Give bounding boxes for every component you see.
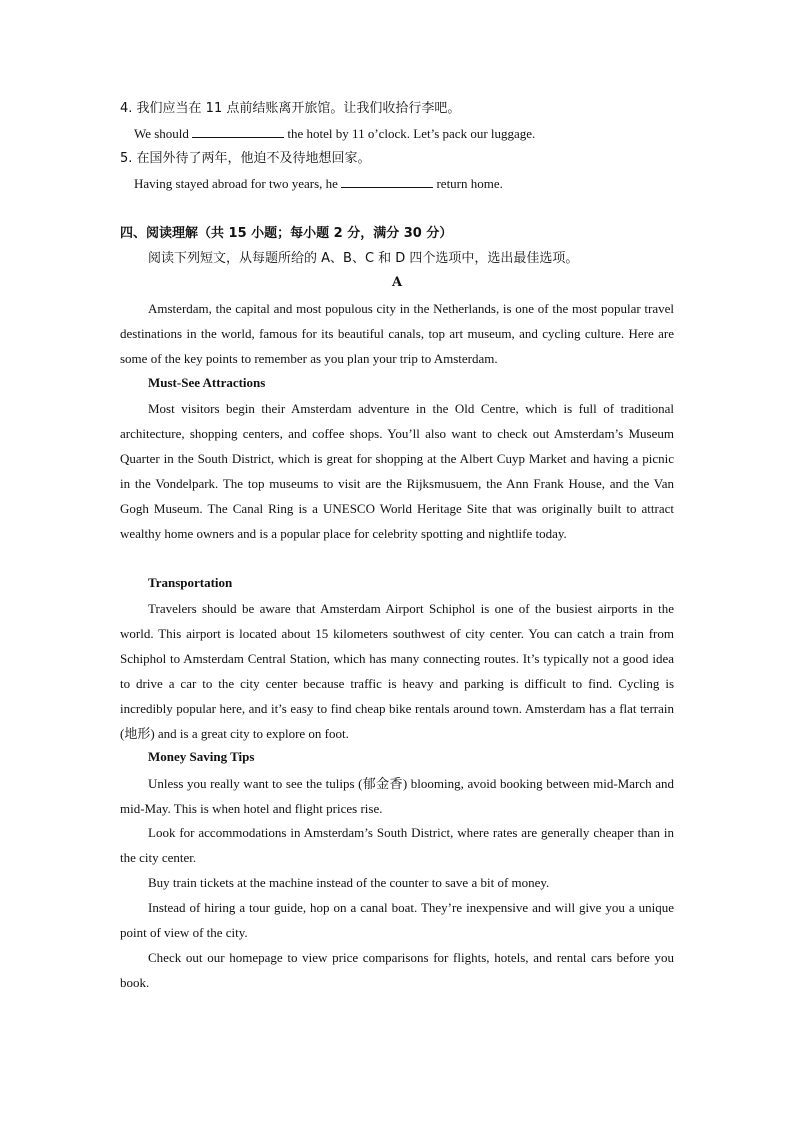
- question-5-english: [134, 175, 503, 193]
- section-title: 四、阅读理解（共 15 小题；每小题 2 分，满分 30 分）: [120, 226, 453, 241]
- question-4-chinese: 4. 我们应当在 11 点前结账离开旅馆。让我们收拾行李吧。: [120, 101, 461, 116]
- tip-5: [120, 945, 674, 995]
- tip-2: [120, 820, 674, 870]
- passage-label: A: [391, 275, 403, 290]
- tip-2-text: Look for accommodations in Amsterdam’s South District, where rates are generally cheaper than in the city center.: [120, 825, 674, 865]
- tip-3-text: Buy train tickets at the machine instead of the counter to save a bit of money.: [148, 875, 550, 890]
- tip-4: [120, 895, 674, 945]
- heading-money-tips: Money Saving Tips: [148, 749, 255, 764]
- tip-5-text: Check out our homepage to view price comparisons for flights, hotels, and rental cars before you book.: [120, 950, 674, 990]
- paragraph-attractions: [120, 396, 674, 546]
- question-5-blank[interactable]: [341, 175, 433, 188]
- question-4-english: [134, 125, 535, 143]
- question-5-text-before: Having stayed abroad for two years, he: [134, 176, 342, 191]
- transportation-text: Travelers should be aware that Amsterdam Airport Schiphol is one of the busiest airports in the world. This airport is located about 15 kilometers southwest of city center. You can catch a train from Schiphol to Amsterdam Central Station, which has many connecting routes. It’s typically not a good idea to drive a car to the city center because traffic is heavy and parking is difficult to find. Cycling is incredibly popular here, and it’s easy to find cheap bike rentals around town. Amsterdam has a flat terrain (地形) and is a great city to explore on foot.: [120, 601, 674, 741]
- question-4-text-before: We should: [134, 126, 193, 141]
- question-4-blank[interactable]: [192, 125, 284, 138]
- tip-3: [120, 870, 674, 895]
- question-5-chinese: 5. 在国外待了两年，他迫不及待地想回家。: [120, 151, 371, 166]
- heading-transportation: Transportation: [148, 575, 233, 590]
- question-5-text-after: return home.: [433, 176, 503, 191]
- section-instruction: 阅读下列短文，从每题所给的 A、B、C 和 D 四个选项中，选出最佳选项。: [148, 251, 579, 266]
- heading-attractions: Must-See Attractions: [148, 375, 266, 390]
- passage-intro: [120, 296, 674, 371]
- tip-1: [120, 771, 674, 821]
- tip-4-text: Instead of hiring a tour guide, hop on a canal boat. They’re inexpensive and will give you a unique point of view of the city.: [120, 900, 674, 940]
- attractions-text: Most visitors begin their Amsterdam adventure in the Old Centre, which is full of traditional architecture, shopping centers, and coffee shops. You’ll also want to check out Amsterdam’s Museum Quarter in the South District, which is great for shopping at the Albert Cuyp Market and having a picnic in the Vondelpark. The top museums to visit are the Rijksmusuem, the Ann Frank House, and the Van Gogh Museum. The Canal Ring is a UNESCO World Heritage Site that was originally built to attract wealthy home owners and is a popular place for celebrity spotting and nightlife today.: [120, 401, 674, 541]
- paragraph-transportation: [120, 596, 674, 746]
- intro-text: Amsterdam, the capital and most populous city in the Netherlands, is one of the most popular travel destinations in the world, famous for its beautiful canals, top art museum, and cycling culture. Here are some of the key points to remember as you plan your trip to Amsterdam.: [120, 301, 674, 366]
- question-4-text-after: the hotel by 11 o’clock. Let’s pack our luggage.: [284, 126, 536, 141]
- tip-1-text: Unless you really want to see the tulips (郁金香) blooming, avoid booking between mid-March and mid-May. This is when hotel and flight prices rise.: [120, 776, 674, 816]
